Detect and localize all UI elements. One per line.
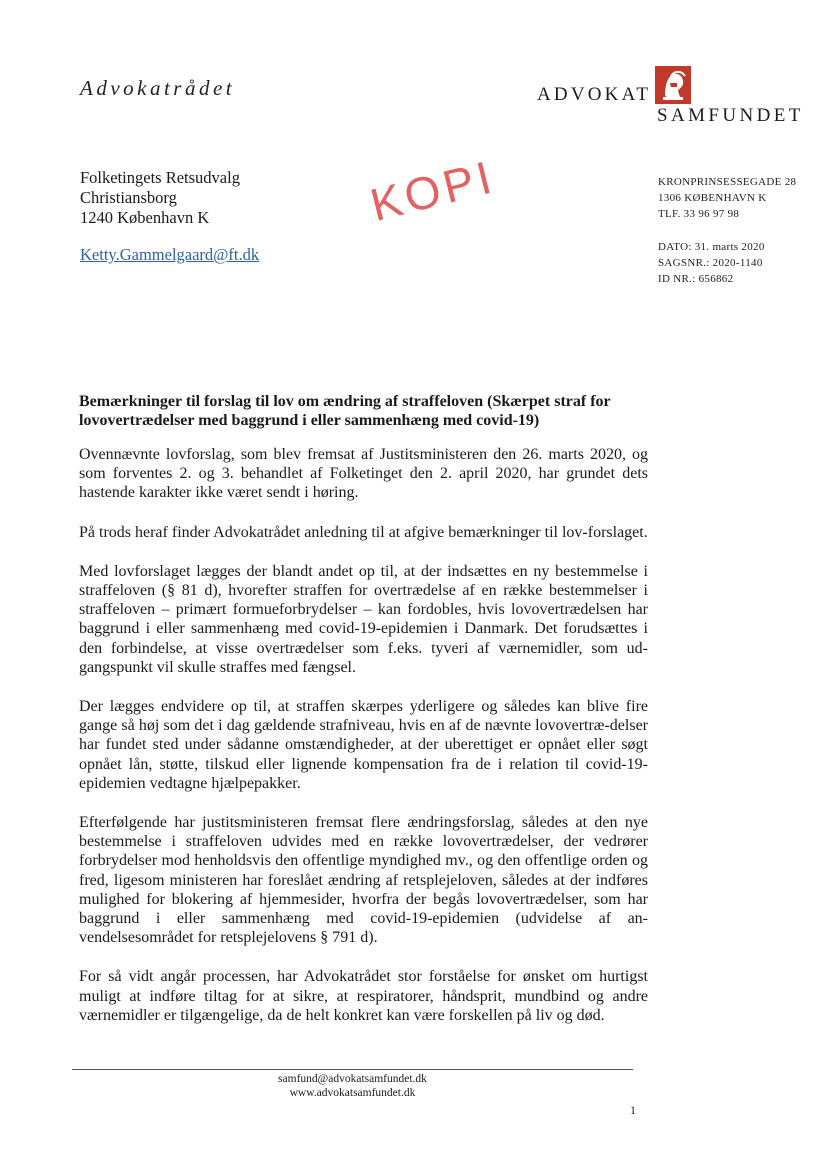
letter-body [79,445,648,1045]
body-paragraph: Ovennævnte lovforslag, som blev fremsat af Justitsministeren den 26. marts 2020, og som forventes 2. og 3. behandlet af Folketinget den 2. april 2020, har grundet dets hastende karakter ikke været sendt i høring. [79,446,648,502]
body-paragraph: På trods heraf finder Advokatrådet anledning til at afgive bemærkninger til lov-forslaget. [79,523,648,541]
sender-meta [658,174,796,287]
recipient-line: 1240 København K [80,208,210,227]
meta-address-city: 1306 KØBENHAVN K [658,192,767,204]
meta-phone: TLF. 33 96 97 98 [658,208,740,220]
recipient-line: Folketingets Retsudvalg [80,168,240,187]
logo-helmet-icon [655,66,691,104]
footer [72,1072,633,1100]
body-paragraph: Efterfølgende har justitsministeren fremsat flere ændringsforslag, således at den nye bestemmelse i straffeloven udvides med en række lovovertrædelser, der vedrører forbrydelser mod henholdsvis den offentlige myndighed mv., og den offentlige orden og fred, ligesom ministeren har foreslået ændring af retsplejeloven, således at der indføres mulighed for blokering af hjemmesider, hvorfra der begås lovovertrædelser, som har baggrund i eller sammenhæng med covid-19-epidemien (udvidelse af an-vendelsesområdet for retsplejelovens § 791 d). [79,814,648,947]
recipient-address [80,168,240,228]
recipient-line: Christiansborg [80,188,177,207]
body-paragraph: For så vidt angår processen, har Advokatrådet stor forståelse for ønsket om hurtigst muligt at indføre tiltag for at sikre, at respiratorer, håndsprit, mundbind og andre værnemidler er tilgængelige, da de helt konkret kan være forskellen på liv og død. [79,968,648,1024]
meta-id-number: ID NR.: 656862 [658,273,734,285]
footer-divider [72,1069,633,1070]
letter-title: Bemærkninger til forslag til lov om ændring af straffeloven (Skærpet straf for lovovertrædelser med baggrund i eller sammenhæng med covid-19) [79,393,611,429]
recipient-email-link[interactable]: Ketty.Gammelgaard@ft.dk [80,245,260,264]
body-paragraph: Der lægges endvidere op til, at straffen skærpes yderligere og således kan blive fire gange så høj som det i dag gældende strafniveau, hvis en af de nævnte lovovertræ-delser har fundet sted under sådanne omstændigheder, at der uberettiget er opnået eller søgt opnået lån, støtte, tilskud eller lignende kompensation fra de i relation til covid-19-epidemien vedtagne hjælpepakker. [79,698,648,792]
page-number: 1 [630,1103,636,1117]
logo-text-advokat: ADVOKAT [537,84,652,105]
footer-email[interactable]: samfund@advokatsamfundet.dk [278,1073,427,1085]
meta-case-number: SAGSNR.: 2020-1140 [658,257,763,269]
logo-text-samfundet: SAMFUNDET [657,105,804,126]
meta-address-street: KRONPRINSESSEGADE 28 [658,176,797,188]
meta-date: DATO: 31. marts 2020 [658,241,765,253]
footer-website[interactable]: www.advokatsamfundet.dk [289,1087,416,1099]
body-paragraph: Med lovforslaget lægges der blandt andet op til, at der indsættes en ny bestemmelse i straffeloven (§ 81 d), hvorefter straffen for overtrædelse af en række bestemmelser i straffeloven – primært formueforbrydelser – kan fordobles, hvis lovovertrædelsen har baggrund i eller sammenhæng med covid-19-epidemien i Danmark. Det forudsættes i den forbindelse, at visse overtrædelser som f.eks. tyveri af værnemidler, som ud-gangspunkt vil skulle straffes med fængsel. [79,562,648,676]
sender-name: Advokatrådet [80,76,236,100]
kopi-stamp: KOPI [365,150,500,232]
